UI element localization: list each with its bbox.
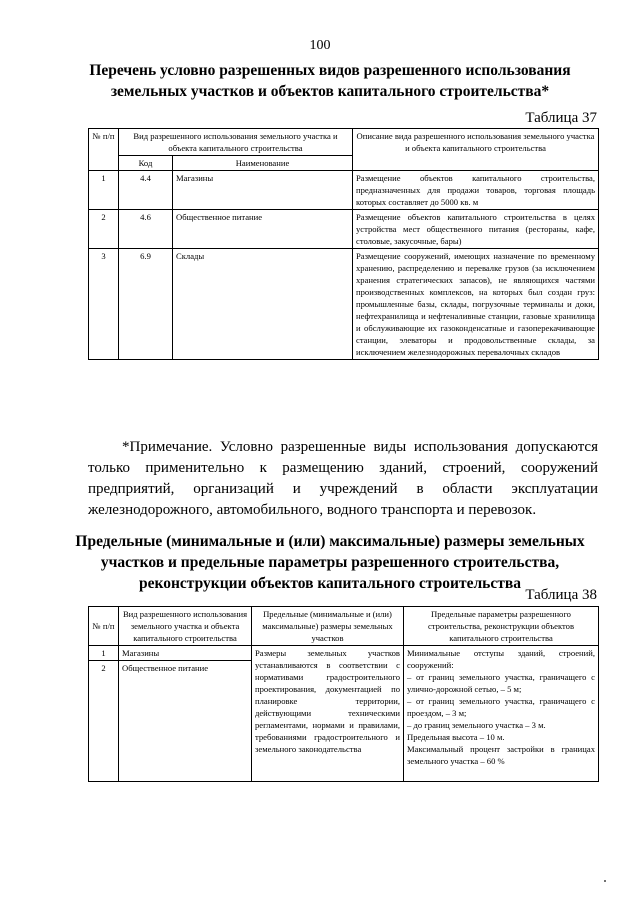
- header-sizes: Предельные (минимальные и (или) максимальные) размеры земельных участков: [252, 607, 404, 646]
- params-line: – от границ земельного участка, граничащего с улично-дорожной сетью, – 5 м;: [407, 672, 595, 694]
- row-name: Общественное питание: [119, 661, 252, 782]
- row-desc: Размещение сооружений, имеющих назначение по временному хранению, распределению и перевалке грузов (за исключением хранения стратегических запасов), не являющихся частями производственных комплексов, на которых был создан груз: промышленные базы, склады, погрузочные терминалы и доки, нефтехранилища и нефтеналивные станции, газовые хранилища и обслуживающие их газоконденсатные и газоперекачивающие станции, элеваторы и продовольственные склады, за исключением железнодорожных перевалочных складов: [353, 249, 599, 360]
- row-name: Склады: [173, 249, 353, 360]
- params-cell: [404, 646, 599, 782]
- row-desc: Размещение объектов капитального строительства в целях устройства мест общественного питания (рестораны, кафе, столовые, закусочные, бары): [353, 210, 599, 249]
- header-num: № п/п: [89, 607, 119, 646]
- scan-speck: [604, 880, 606, 882]
- section-title-37: Перечень условно разрешенных видов разрешенного использования земельных участков и объектов капитального строительства*: [89, 62, 571, 100]
- section-title-38: Предельные (минимальные и (или) максимальные) размеры земельных участков и предельные параметры разрешенного строительства, реконструкции объектов капитального строительства: [75, 533, 585, 592]
- row-num: 2: [89, 210, 119, 249]
- row-name: Магазины: [173, 171, 353, 210]
- row-num: 2: [89, 661, 119, 782]
- row-num: 3: [89, 249, 119, 360]
- header-kind: Вид разрешенного использования земельного участка и объекта капитального строительства: [119, 129, 353, 156]
- row-code: 6.9: [119, 249, 173, 360]
- params-line: – от границ земельного участка, граничащего с проездом, – 3 м;: [407, 696, 595, 718]
- table-37-label: Таблица 37: [525, 110, 597, 126]
- page-number: 100: [309, 38, 331, 53]
- table-37-header: [89, 129, 599, 156]
- header-name: Наименование: [173, 156, 353, 171]
- header-code: Код: [119, 156, 173, 171]
- params-line: Максимальный процент застройки в границах земельного участка – 60 %: [407, 744, 595, 766]
- table-row: [89, 646, 599, 661]
- table-row: [89, 210, 599, 249]
- table-37: [88, 128, 599, 360]
- table-38-header: [89, 607, 599, 646]
- params-line: – до границ земельного участка – 3 м.: [407, 720, 546, 730]
- params-line: Минимальные отступы зданий, строений, сооружений:: [407, 648, 595, 670]
- row-code: 4.6: [119, 210, 173, 249]
- table-row: [89, 249, 599, 360]
- header-kind: Вид разрешенного использования земельного участка и объекта капитального строительства: [119, 607, 252, 646]
- row-name: Общественное питание: [173, 210, 353, 249]
- row-num: 1: [89, 171, 119, 210]
- params-line: Предельная высота – 10 м.: [407, 732, 505, 742]
- header-params: Предельные параметры разрешенного строительства, реконструкции объектов капитального строительства: [404, 607, 599, 646]
- row-desc: Размещение объектов капитального строительства, предназначенных для продажи товаров, торговая площадь которых составляет до 5000 кв. м: [353, 171, 599, 210]
- note-paragraph: *Примечание. Условно разрешенные виды использования допускаются только применительно к размещению зданий, строений, сооружений предприятий, организаций и учреждений в области эксплуатации железнодорожного, автомобильного, водного транспорта и перевозок.: [88, 439, 598, 518]
- sizes-cell: Размеры земельных участков устанавливаются в соответствии с нормативами градостроительного проектирования, документацией по планировке территории, действующими техническими регламентами, нормами и правилами, требованиями градостроительного и земельного законодательства: [252, 646, 404, 782]
- row-name: Магазины: [119, 646, 252, 661]
- header-num: № п/п: [89, 129, 119, 171]
- header-desc: Описание вида разрешенного использования земельного участка и объекта капитального строительства: [353, 129, 599, 171]
- table-row: [89, 171, 599, 210]
- row-num: 1: [89, 646, 119, 661]
- table-38: [88, 606, 599, 782]
- table-38-label: Таблица 38: [525, 587, 597, 603]
- row-code: 4.4: [119, 171, 173, 210]
